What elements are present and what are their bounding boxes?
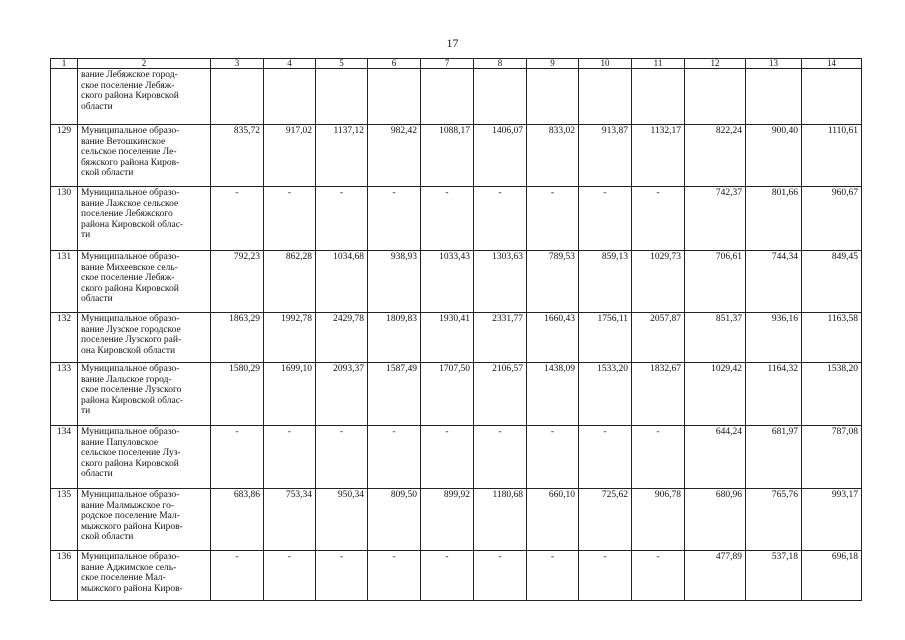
value-cell <box>316 69 368 125</box>
name-line: Муниципальное образо- <box>81 490 180 500</box>
row-number: 135 <box>51 489 78 551</box>
value-cell: 787,08 <box>802 426 862 489</box>
value-cell: 1110,61 <box>802 125 862 187</box>
value-cell: 993,17 <box>802 489 862 551</box>
value-cell: 1699,10 <box>264 363 316 426</box>
name-line: Муниципальное образо- <box>81 552 180 562</box>
value-cell: 1164,32 <box>746 363 802 426</box>
value-cell: 1756,11 <box>579 313 632 363</box>
name-line: мыжского района Киров- <box>81 521 183 532</box>
value-cell: 1163,58 <box>802 313 862 363</box>
table-row <box>51 551 862 601</box>
name-line: поселение Лузского рай- <box>81 335 182 346</box>
column-header: 1 <box>51 59 78 69</box>
column-header: 14 <box>802 59 862 69</box>
value-cell: 1533,20 <box>579 363 632 426</box>
table-row <box>51 363 862 426</box>
value-cell: - <box>474 426 527 489</box>
value-cell: 950,34 <box>316 489 368 551</box>
value-cell: - <box>421 187 474 251</box>
value-cell <box>474 69 527 125</box>
value-cell: 681,97 <box>746 426 802 489</box>
column-header: 4 <box>264 59 316 69</box>
name-line: вание Ветошкинское <box>81 136 166 147</box>
value-cell: 2057,87 <box>632 313 685 363</box>
value-cell: 917,02 <box>264 125 316 187</box>
municipality-name <box>78 363 211 426</box>
municipality-name <box>78 551 211 601</box>
name-line: вание Лузское городское <box>81 324 181 335</box>
name-line: ской области <box>81 168 134 179</box>
value-cell: 1088,17 <box>421 125 474 187</box>
value-cell: 851,37 <box>685 313 746 363</box>
value-cell: - <box>579 187 632 251</box>
column-header: 5 <box>316 59 368 69</box>
name-line: ское поселение Лузского <box>81 385 182 396</box>
name-line: ской области <box>81 532 134 543</box>
name-line: поселение Лебяжского <box>81 209 173 220</box>
value-cell: - <box>264 187 316 251</box>
value-cell: - <box>527 426 579 489</box>
name-line: вание Малмыжское го- <box>81 500 174 511</box>
value-cell: 789,53 <box>527 251 579 313</box>
value-cell: 1580,29 <box>211 363 264 426</box>
value-cell: 2093,37 <box>316 363 368 426</box>
value-cell <box>579 69 632 125</box>
name-line: вание Лажское сельское <box>81 198 179 209</box>
name-line: ти <box>81 230 91 241</box>
value-cell: - <box>421 551 474 601</box>
table-row <box>51 187 862 251</box>
value-cell: 706,61 <box>685 251 746 313</box>
name-line: мыжского района Киров- <box>81 583 183 594</box>
column-header: 7 <box>421 59 474 69</box>
value-cell: 1132,17 <box>632 125 685 187</box>
value-cell: - <box>316 426 368 489</box>
value-cell: - <box>632 187 685 251</box>
name-line: она Кировской области <box>81 345 176 356</box>
value-cell: 862,28 <box>264 251 316 313</box>
value-cell: 960,67 <box>802 187 862 251</box>
name-line: бяжского района Киров- <box>81 157 180 168</box>
value-cell: - <box>579 426 632 489</box>
value-cell <box>632 69 685 125</box>
table-body <box>51 69 862 601</box>
table-row <box>51 489 862 551</box>
value-cell <box>368 69 421 125</box>
value-cell: 982,42 <box>368 125 421 187</box>
name-line: родское поселение Мал- <box>81 511 180 522</box>
municipality-name <box>78 251 211 313</box>
name-line: сельское поселение Ле- <box>81 147 177 158</box>
name-line: вание Лебяжское город- <box>81 70 178 80</box>
value-cell: 2331,77 <box>474 313 527 363</box>
value-cell: 1029,42 <box>685 363 746 426</box>
column-header: 11 <box>632 59 685 69</box>
value-cell: 1587,49 <box>368 363 421 426</box>
value-cell: 849,45 <box>802 251 862 313</box>
value-cell <box>685 69 746 125</box>
table-row <box>51 125 862 187</box>
value-cell: 1832,67 <box>632 363 685 426</box>
municipality-name <box>78 489 211 551</box>
value-cell: - <box>368 426 421 489</box>
value-cell: 1180,68 <box>474 489 527 551</box>
value-cell <box>421 69 474 125</box>
row-number: 130 <box>51 187 78 251</box>
value-cell: 899,92 <box>421 489 474 551</box>
name-line: района Кировской облас- <box>81 219 184 230</box>
name-line: ское поселение Лебяж- <box>81 273 175 284</box>
value-cell: 537,18 <box>746 551 802 601</box>
value-cell: - <box>316 551 368 601</box>
name-line: ского района Кировской <box>81 91 179 102</box>
value-cell: - <box>211 187 264 251</box>
value-cell: - <box>632 551 685 601</box>
table-row <box>51 69 862 125</box>
municipality-name <box>78 313 211 363</box>
column-header: 2 <box>78 59 211 69</box>
value-cell <box>264 69 316 125</box>
table-header-row <box>51 59 862 69</box>
value-cell: 644,24 <box>685 426 746 489</box>
row-number <box>51 69 78 125</box>
row-number: 133 <box>51 363 78 426</box>
value-cell: 744,34 <box>746 251 802 313</box>
value-cell: 792,23 <box>211 251 264 313</box>
value-cell: 742,37 <box>685 187 746 251</box>
value-cell: 1303,63 <box>474 251 527 313</box>
table-row <box>51 251 862 313</box>
name-line: Муниципальное образо- <box>81 427 180 437</box>
name-line: Муниципальное образо- <box>81 364 180 374</box>
value-cell: - <box>527 187 579 251</box>
value-cell: 1809,83 <box>368 313 421 363</box>
value-cell: 859,13 <box>579 251 632 313</box>
value-cell: 1034,68 <box>316 251 368 313</box>
data-table <box>50 58 862 601</box>
value-cell: 833,02 <box>527 125 579 187</box>
value-cell: 753,34 <box>264 489 316 551</box>
name-line: области <box>81 469 113 480</box>
value-cell: - <box>632 426 685 489</box>
row-number: 136 <box>51 551 78 601</box>
value-cell <box>527 69 579 125</box>
value-cell: 1137,12 <box>316 125 368 187</box>
name-line: Муниципальное образо- <box>81 188 180 198</box>
name-line: Муниципальное образо- <box>81 252 180 262</box>
value-cell: - <box>474 187 527 251</box>
column-header: 9 <box>527 59 579 69</box>
row-number: 134 <box>51 426 78 489</box>
value-cell: 696,18 <box>802 551 862 601</box>
value-cell: 1992,78 <box>264 313 316 363</box>
value-cell <box>211 69 264 125</box>
value-cell: 680,96 <box>685 489 746 551</box>
value-cell: 1863,29 <box>211 313 264 363</box>
column-header: 6 <box>368 59 421 69</box>
value-cell: 660,10 <box>527 489 579 551</box>
value-cell: 809,50 <box>368 489 421 551</box>
value-cell: - <box>211 426 264 489</box>
value-cell: 2429,78 <box>316 313 368 363</box>
row-number: 132 <box>51 313 78 363</box>
value-cell: 765,76 <box>746 489 802 551</box>
value-cell: 1438,09 <box>527 363 579 426</box>
municipality-name <box>78 69 211 125</box>
value-cell: - <box>527 551 579 601</box>
value-cell <box>746 69 802 125</box>
value-cell: - <box>474 551 527 601</box>
name-line: вание Михеевское сель- <box>81 262 178 273</box>
name-line: вание Папуловское <box>81 437 159 448</box>
value-cell: 936,16 <box>746 313 802 363</box>
row-number: 131 <box>51 251 78 313</box>
value-cell: 1707,50 <box>421 363 474 426</box>
name-line: Муниципальное образо- <box>81 314 180 324</box>
value-cell: - <box>264 426 316 489</box>
value-cell: 1406,07 <box>474 125 527 187</box>
value-cell: 683,86 <box>211 489 264 551</box>
value-cell: 801,66 <box>746 187 802 251</box>
name-line: области <box>81 294 113 305</box>
column-header: 3 <box>211 59 264 69</box>
value-cell: 2106,57 <box>474 363 527 426</box>
value-cell: - <box>368 187 421 251</box>
value-cell <box>802 69 862 125</box>
value-cell: 1538,20 <box>802 363 862 426</box>
name-line: ского района Кировской <box>81 458 179 469</box>
row-number: 129 <box>51 125 78 187</box>
value-cell: 906,78 <box>632 489 685 551</box>
value-cell: 938,93 <box>368 251 421 313</box>
name-line: Муниципальное образо- <box>81 126 180 136</box>
name-line: ти <box>81 406 91 417</box>
value-cell: 1033,43 <box>421 251 474 313</box>
value-cell: 913,87 <box>579 125 632 187</box>
municipality-name <box>78 187 211 251</box>
municipality-name <box>78 426 211 489</box>
table-row <box>51 313 862 363</box>
municipality-name <box>78 125 211 187</box>
column-header: 12 <box>685 59 746 69</box>
value-cell: - <box>579 551 632 601</box>
column-header: 10 <box>579 59 632 69</box>
value-cell: - <box>421 426 474 489</box>
table-row <box>51 426 862 489</box>
name-line: района Кировской облас- <box>81 395 184 406</box>
value-cell: 1930,41 <box>421 313 474 363</box>
column-header: 13 <box>746 59 802 69</box>
name-line: ское поселение Мал- <box>81 573 166 584</box>
name-line: вание Лальское город- <box>81 374 172 385</box>
name-line: вание Аджимское сель- <box>81 562 177 573</box>
value-cell: - <box>211 551 264 601</box>
name-line: ское поселение Лебяж- <box>81 80 175 91</box>
value-cell: 900,40 <box>746 125 802 187</box>
page-number: 17 <box>446 36 459 50</box>
value-cell: - <box>316 187 368 251</box>
value-cell: 1660,43 <box>527 313 579 363</box>
value-cell: 1029,73 <box>632 251 685 313</box>
value-cell: 477,89 <box>685 551 746 601</box>
value-cell: 725,62 <box>579 489 632 551</box>
name-line: сельское поселение Луз- <box>81 448 181 459</box>
value-cell: 822,24 <box>685 125 746 187</box>
name-line: ского района Кировской <box>81 283 179 294</box>
value-cell: - <box>368 551 421 601</box>
name-line: области <box>81 101 113 112</box>
value-cell: - <box>264 551 316 601</box>
value-cell: 835,72 <box>211 125 264 187</box>
column-header: 8 <box>474 59 527 69</box>
